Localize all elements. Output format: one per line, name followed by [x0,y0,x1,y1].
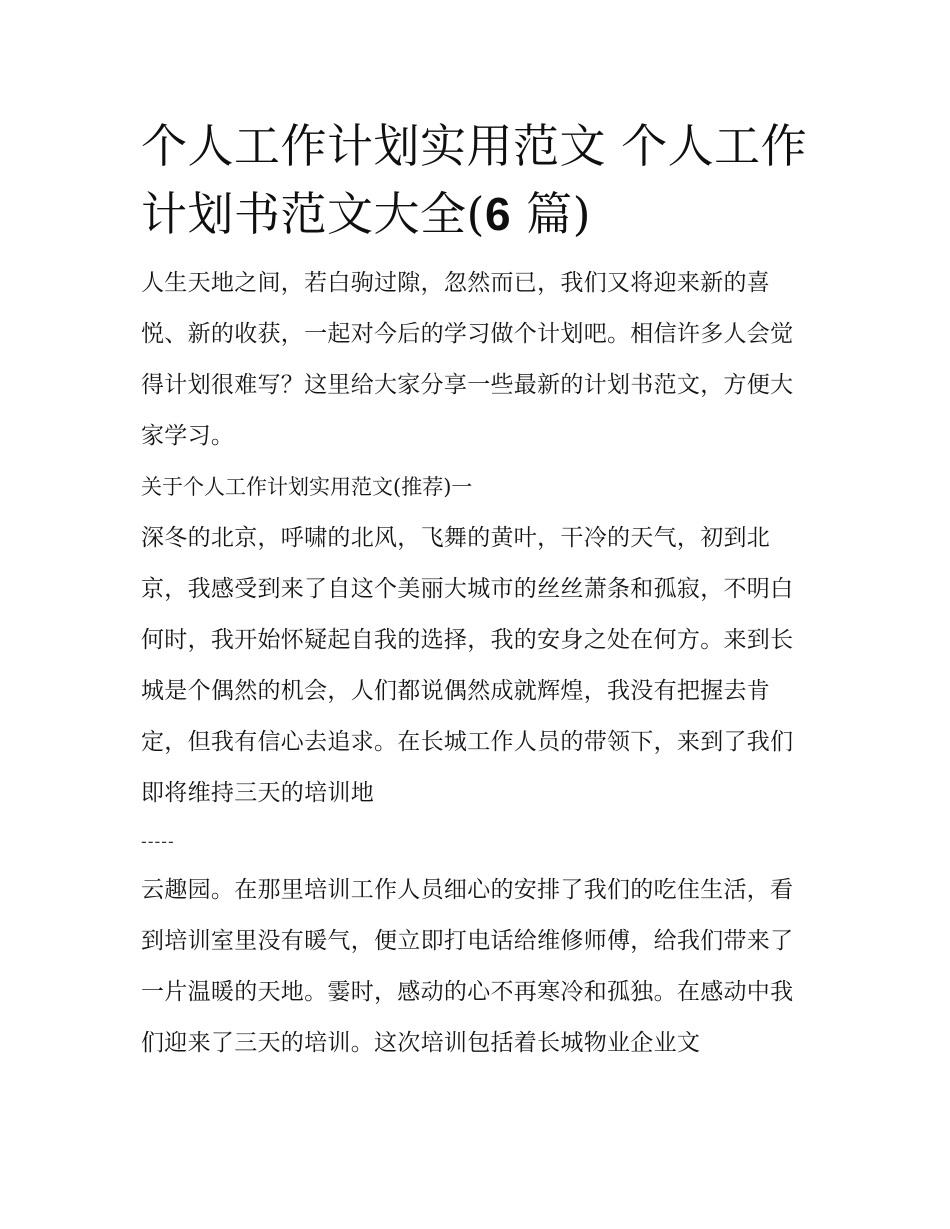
title-text: 个人工作计划实用范文 个人工作计划书范文大全( [141,119,808,241]
body-paragraph-1: 深冬的北京，呼啸的北风，飞舞的黄叶，干冷的天气，初到北京，我感受到来了自这个美丽大城市的丝丝萧条和孤寂，不明白何时，我开始怀疑起自我的选择，我的安身之处在何方。来到长城是个偶然的机会，人们都说偶然成就辉煌，我没有把握去肯定，但我有信心去追求。在长城工作人员的带领下，来到了我们即将维持三天的培训地 [141,525,794,806]
document-title [141,112,813,248]
body-paragraph-2: 云趣园。在那里培训工作人员细心的安排了我们的吃住生活，看到培训室里没有暖气，便立即打电话给维修师傅，给我们带来了一片温暖的天地。霎时，感动的心不再寒冷和孤独。在感动中我们迎来了三天的培训。这次培训包括着长城物业企业文 [141,877,794,1056]
title-suffix: 篇) [511,187,592,241]
document-content [141,112,813,1069]
intro-paragraph: 人生天地之间，若白驹过隙，忽然而已，我们又将迎来新的喜悦、新的收获，一起对今后的学习做个计划吧。相信许多人会觉得计划很难写？这里给大家分享一些最新的计划书范文，方便大家学习。 [141,270,794,449]
section-heading: 关于个人工作计划实用范文(推荐)一 [141,475,473,499]
title-number: 6 [484,188,512,240]
page-separator: ----- [141,832,175,852]
